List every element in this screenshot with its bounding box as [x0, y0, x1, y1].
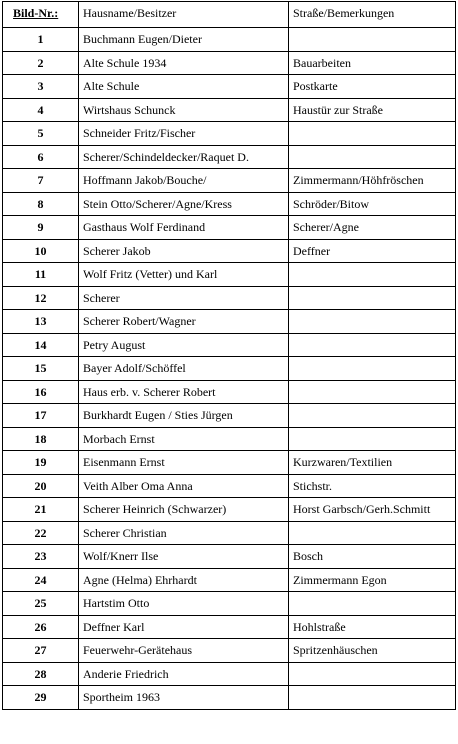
image-number-cell: 6 [3, 145, 79, 169]
house-owner-cell: Buchmann Eugen/Dieter [79, 28, 289, 52]
house-owner-cell: Stein Otto/Scherer/Agne/Kress [79, 192, 289, 216]
house-owner-cell: Gasthaus Wolf Ferdinand [79, 216, 289, 240]
house-owner-cell: Scherer Heinrich (Schwarzer) [79, 498, 289, 522]
house-owner-cell: Petry August [79, 333, 289, 357]
header-row [3, 2, 456, 28]
table-row [3, 686, 456, 710]
header-street-notes: Straße/Bemerkungen [289, 2, 456, 28]
house-owner-cell: Anderie Friedrich [79, 662, 289, 686]
street-notes-cell [289, 404, 456, 428]
house-owner-cell: Wirtshaus Schunck [79, 98, 289, 122]
image-number-cell: 4 [3, 98, 79, 122]
street-notes-cell [289, 686, 456, 710]
image-number-cell: 16 [3, 380, 79, 404]
image-number-cell: 29 [3, 686, 79, 710]
image-number-cell: 9 [3, 216, 79, 240]
table-row [3, 216, 456, 240]
street-notes-cell [289, 357, 456, 381]
image-number-cell: 23 [3, 545, 79, 569]
house-owner-cell: Wolf Fritz (Vetter) und Karl [79, 263, 289, 287]
table-row [3, 192, 456, 216]
image-number-cell: 8 [3, 192, 79, 216]
house-owner-cell: Haus erb. v. Scherer Robert [79, 380, 289, 404]
house-owner-cell: Bayer Adolf/Schöffel [79, 357, 289, 381]
table-row [3, 51, 456, 75]
house-owner-cell: Deffner Karl [79, 615, 289, 639]
street-notes-cell: Spritzenhäuschen [289, 639, 456, 663]
image-number-cell: 18 [3, 427, 79, 451]
house-owner-cell: Wolf/Knerr Ilse [79, 545, 289, 569]
image-number-cell: 28 [3, 662, 79, 686]
house-owner-cell: Sportheim 1963 [79, 686, 289, 710]
house-owner-cell: Alte Schule [79, 75, 289, 99]
table-row [3, 498, 456, 522]
street-notes-cell: Haustür zur Straße [289, 98, 456, 122]
image-number-cell: 25 [3, 592, 79, 616]
image-number-cell: 3 [3, 75, 79, 99]
street-notes-cell [289, 145, 456, 169]
street-notes-cell: Postkarte [289, 75, 456, 99]
table-row [3, 310, 456, 334]
image-number-cell: 21 [3, 498, 79, 522]
house-owner-cell: Agne (Helma) Ehrhardt [79, 568, 289, 592]
table-row [3, 333, 456, 357]
image-number-cell: 13 [3, 310, 79, 334]
street-notes-cell [289, 310, 456, 334]
street-notes-cell: Deffner [289, 239, 456, 263]
house-owner-cell: Schneider Fritz/Fischer [79, 122, 289, 146]
house-owner-cell: Scherer/Schindeldecker/Raquet D. [79, 145, 289, 169]
image-number-cell: 15 [3, 357, 79, 381]
table-row [3, 615, 456, 639]
street-notes-cell: Stichstr. [289, 474, 456, 498]
house-owner-cell: Morbach Ernst [79, 427, 289, 451]
street-notes-cell: Zimmermann/Höhfröschen [289, 169, 456, 193]
house-owner-cell: Burkhardt Eugen / Sties Jürgen [79, 404, 289, 428]
image-number-cell: 12 [3, 286, 79, 310]
street-notes-cell: Schröder/Bitow [289, 192, 456, 216]
image-number-cell: 10 [3, 239, 79, 263]
street-notes-cell [289, 28, 456, 52]
image-number-cell: 17 [3, 404, 79, 428]
image-number-cell: 2 [3, 51, 79, 75]
house-owner-cell: Hoffmann Jakob/Bouche/ [79, 169, 289, 193]
street-notes-cell [289, 122, 456, 146]
street-notes-cell: Scherer/Agne [289, 216, 456, 240]
table-row [3, 145, 456, 169]
table-row [3, 98, 456, 122]
house-owner-cell: Scherer Robert/Wagner [79, 310, 289, 334]
image-number-cell: 14 [3, 333, 79, 357]
street-notes-cell: Bosch [289, 545, 456, 569]
image-number-cell: 27 [3, 639, 79, 663]
table-row [3, 451, 456, 475]
image-number-cell: 11 [3, 263, 79, 287]
image-number-cell: 20 [3, 474, 79, 498]
image-number-cell: 24 [3, 568, 79, 592]
street-notes-cell [289, 592, 456, 616]
table-row [3, 263, 456, 287]
table-row [3, 239, 456, 263]
house-table [2, 1, 456, 710]
house-owner-cell: Scherer Christian [79, 521, 289, 545]
street-notes-cell: Zimmermann Egon [289, 568, 456, 592]
image-number-cell: 7 [3, 169, 79, 193]
table-row [3, 427, 456, 451]
table-row [3, 122, 456, 146]
house-owner-cell: Scherer [79, 286, 289, 310]
table-row [3, 662, 456, 686]
header-house-owner: Hausname/Besitzer [79, 2, 289, 28]
table-body [3, 28, 456, 710]
table-row [3, 169, 456, 193]
street-notes-cell [289, 521, 456, 545]
street-notes-cell [289, 333, 456, 357]
table-row [3, 380, 456, 404]
street-notes-cell: Horst Garbsch/Gerh.Schmitt [289, 498, 456, 522]
street-notes-cell: Kurzwaren/Textilien [289, 451, 456, 475]
table-row [3, 474, 456, 498]
table-row [3, 357, 456, 381]
table-row [3, 75, 456, 99]
house-owner-cell: Alte Schule 1934 [79, 51, 289, 75]
table-row [3, 404, 456, 428]
house-owner-cell: Scherer Jakob [79, 239, 289, 263]
image-number-cell: 22 [3, 521, 79, 545]
house-owner-cell: Eisenmann Ernst [79, 451, 289, 475]
table-row [3, 286, 456, 310]
image-number-cell: 5 [3, 122, 79, 146]
table-row [3, 28, 456, 52]
street-notes-cell [289, 662, 456, 686]
image-number-cell: 26 [3, 615, 79, 639]
image-number-cell: 19 [3, 451, 79, 475]
street-notes-cell [289, 263, 456, 287]
street-notes-cell: Bauarbeiten [289, 51, 456, 75]
street-notes-cell [289, 427, 456, 451]
table-row [3, 592, 456, 616]
table-row [3, 568, 456, 592]
street-notes-cell: Hohlstraße [289, 615, 456, 639]
header-image-number: Bild-Nr.: [3, 2, 79, 28]
table-row [3, 521, 456, 545]
house-owner-cell: Veith Alber Oma Anna [79, 474, 289, 498]
house-owner-cell: Hartstim Otto [79, 592, 289, 616]
image-number-cell: 1 [3, 28, 79, 52]
table-row [3, 545, 456, 569]
street-notes-cell [289, 380, 456, 404]
house-owner-cell: Feuerwehr-Gerätehaus [79, 639, 289, 663]
street-notes-cell [289, 286, 456, 310]
table-row [3, 639, 456, 663]
